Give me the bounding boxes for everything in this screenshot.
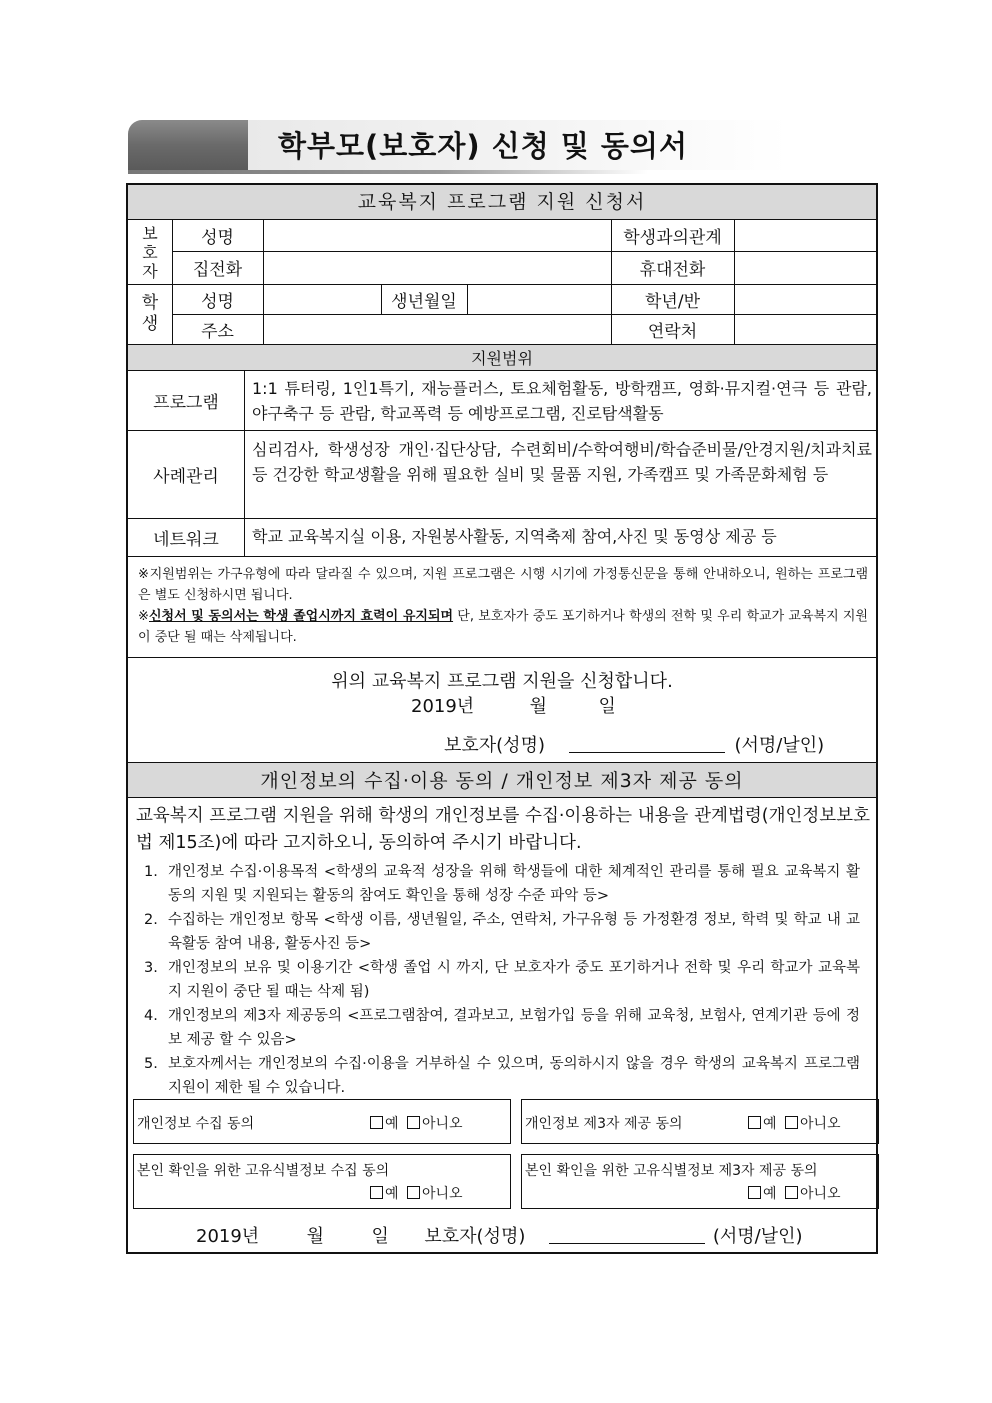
note-2-rest: 단, 보호자가 중도 포기하거나 학생의 전학 및 우리 학교가 교육복지 지원이 중단 될 때는 삭제됩니다. [138, 609, 868, 645]
contact-label: 연락처 [647, 321, 698, 342]
privacy-item-num: 5. [144, 1056, 158, 1072]
final-guardian-sign-field[interactable] [549, 1225, 705, 1244]
apply-statement: 위의 교육복지 프로그램 지원을 신청합니다. [331, 671, 673, 692]
title-banner [128, 118, 788, 172]
privacy-item [144, 956, 860, 1004]
grade-label: 학년/반 [645, 291, 700, 312]
privacy-item-text: 개인정보의 제3자 제공동의 <프로그램참여, 결과보고, 보험가입 등을 위해 교육청, 보험사, 연계기관 등에 정보 제공 할 수 있음> [168, 1008, 860, 1048]
note-2-prefix: ※ [138, 609, 149, 624]
privacy-item [144, 1004, 860, 1052]
consent-unique-id-collect-label: 본인 확인을 위한 고유식별정보 수집 동의 [137, 1163, 390, 1179]
guardian-side-label [128, 220, 172, 284]
consent-unique-id-collect-box [133, 1154, 511, 1209]
apply-date [411, 692, 711, 718]
application-form [126, 183, 878, 1254]
consent-unique-id-third-party-box [521, 1154, 879, 1209]
apply-month: 월 [529, 696, 548, 717]
scope-note-2 [138, 606, 868, 648]
consent-third-party-no-label: 아니오 [799, 1116, 841, 1132]
home-phone-label: 집전화 [192, 260, 243, 280]
guardian-char-2: 호 [142, 242, 158, 262]
page-title: 학부모(보호자) 신청 및 동의서 [278, 129, 688, 163]
privacy-item [144, 1052, 860, 1100]
final-signature-line [196, 1222, 876, 1248]
consent-unique-id-third-party-yes-checkbox[interactable] [748, 1186, 761, 1199]
contact-field[interactable] [734, 314, 876, 344]
scope-note-1: ※지원범위는 가구유형에 따라 달라질 수 있으며, 지원 프로그램은 시행 시기에 가정통신문을 통해 안내하오니, 원하는 프로그램은 별도 신청하시면 됩니다. [138, 567, 868, 603]
info-grid [128, 220, 876, 344]
privacy-item [144, 860, 860, 908]
privacy-items [144, 860, 860, 1100]
final-guardian-label: 보호자(성명) [424, 1226, 526, 1247]
final-day: 일 [371, 1226, 389, 1247]
scope-table [128, 371, 876, 556]
consent-unique-id-third-party-label: 본인 확인을 위한 고유식별정보 제3자 제공 동의 [525, 1163, 818, 1179]
address-label: 주소 [201, 321, 234, 342]
privacy-item-text: 수집하는 개인정보 항목 <학생 이름, 생년월일, 주소, 연락처, 가구유형 등 가정환경 정보, 학력 및 학교 내 교육활동 참여 내용, 활동사진 등> [168, 912, 860, 952]
consent-collect-label: 개인정보 수집 동의 [137, 1116, 255, 1132]
final-month: 월 [306, 1226, 325, 1247]
apply-sign-note: (서명/날인) [734, 735, 825, 756]
consent-third-party-box [521, 1099, 879, 1144]
student-char-1: 학 [141, 293, 159, 313]
consent-third-party-yes-checkbox[interactable] [748, 1116, 761, 1129]
privacy-item-num: 4. [144, 1008, 158, 1024]
consent-third-party-label: 개인정보 제3자 제공 동의 [525, 1116, 683, 1132]
consent-unique-id-collect-no-checkbox[interactable] [407, 1186, 420, 1199]
consent-collect-yes-label: 예 [385, 1116, 399, 1132]
scope-network-label: 네트워크 [153, 529, 219, 550]
consent-unique-id-collect-yes-checkbox[interactable] [370, 1186, 383, 1199]
consent-collect-box [133, 1099, 511, 1144]
apply-signature-line [444, 731, 864, 757]
apply-guardian-label: 보호자(성명) [444, 735, 545, 756]
consent-unique-id-collect-no-label: 아니오 [421, 1186, 463, 1202]
apply-day: 일 [598, 696, 616, 717]
birth-label: 생년월일 [391, 291, 457, 312]
consent-collect-yes-checkbox[interactable] [370, 1116, 383, 1129]
privacy-item [144, 908, 860, 956]
home-phone-field[interactable] [263, 251, 611, 284]
privacy-item-text: 개인정보 수집·이용목적 <학생의 교육적 성장을 위해 학생들에 대한 체계적인 관리를 통해 필요 교육복지 활동의 지원 및 지원되는 활동의 참여도 확인을 통해 성장 수준 파악 등> [168, 864, 860, 904]
banner-underline [128, 170, 648, 174]
privacy-item-text: 개인정보의 보유 및 이용기간 <학생 졸업 시 까지, 단 보호자가 중도 포기하거나 전학 및 우리 학교가 교육복지 지원이 중단 될 때는 삭제 됨) [168, 960, 860, 1000]
student-name-label: 성명 [201, 291, 234, 312]
scope-program-text: 1:1 튜터링, 1인1특기, 재능플러스, 토요체험활동, 방학캠프, 영화·뮤지컬·연극 등 관람, 야구축구 등 관람, 학교폭력 등 예방프로그램, 진로탐색활동 [252, 379, 872, 423]
grade-field[interactable] [734, 284, 876, 314]
consent-unique-id-third-party-yes-label: 예 [763, 1186, 777, 1202]
consent-collect-no-label: 아니오 [421, 1116, 463, 1132]
consent-unique-id-third-party-no-checkbox[interactable] [785, 1186, 798, 1199]
guardian-name-label: 성명 [201, 228, 234, 248]
mobile-field[interactable] [734, 251, 876, 284]
birth-field[interactable] [467, 284, 611, 314]
consent-unique-id-third-party-no-label: 아니오 [799, 1186, 841, 1202]
consent-collect-no-checkbox[interactable] [407, 1116, 420, 1129]
privacy-intro: 교육복지 프로그램 지원을 위해 학생의 개인정보를 수집·이용하는 내용을 관계법령(개인정보보호법 제15조)에 따라 고지하오니, 동의하여 주시기 바랍니다. [136, 806, 870, 853]
guardian-char-1: 보 [142, 223, 158, 243]
privacy-item-text: 보호자께서는 개인정보의 수집·이용을 거부하실 수 있으며, 동의하시지 않을 경우 학생의 교육복지 프로그램 지원이 제한 될 수 있습니다. [168, 1056, 860, 1096]
apply-year: 2019년 [411, 696, 475, 717]
student-char-2: 생 [141, 314, 159, 334]
note-2-bold: 신청서 및 동의서는 학생 졸업시까지 효력이 유지되며 [149, 609, 454, 624]
address-field[interactable] [263, 314, 611, 344]
consent-third-party-no-checkbox[interactable] [785, 1116, 798, 1129]
privacy-item-num: 2. [144, 912, 158, 928]
consent-third-party-yes-label: 예 [763, 1116, 777, 1132]
privacy-header: 개인정보의 수집·이용 동의 / 개인정보 제3자 제공 동의 [128, 762, 876, 798]
student-name-field[interactable] [263, 284, 381, 314]
consent-unique-id-collect-yes-label: 예 [385, 1186, 399, 1202]
scope-header: 지원범위 [128, 344, 876, 371]
apply-guardian-sign-field[interactable] [569, 734, 725, 753]
guardian-char-3: 자 [142, 261, 158, 281]
final-year: 2019년 [196, 1226, 260, 1247]
privacy-item-num: 1. [144, 864, 158, 880]
scope-case-text: 심리검사, 학생성장 개인·집단상담, 수련회비/수학여행비/학습준비물/안경지원/치과치료 등 건강한 학교생활을 위해 필요한 실비 및 물품 지원, 가족캠프 및 가족문화체험 등 [252, 440, 872, 484]
guardian-name-field[interactable] [263, 220, 611, 251]
privacy-item-num: 3. [144, 960, 158, 976]
scope-case-label: 사례관리 [153, 466, 219, 487]
banner-tab-decoration [128, 120, 256, 170]
application-header: 교육복지 프로그램 지원 신청서 [128, 185, 876, 220]
relation-field[interactable] [734, 220, 876, 251]
student-side-label [128, 284, 172, 344]
mobile-label: 휴대전화 [639, 260, 706, 280]
scope-program-label: 프로그램 [153, 393, 219, 413]
scope-network-text: 학교 교육복지실 이용, 자원봉사활동, 지역축제 참여,사진 및 동영상 제공 등 [252, 527, 777, 546]
relation-label: 학생과의관계 [623, 228, 722, 248]
final-sign-note: (서명/날인) [712, 1226, 803, 1247]
